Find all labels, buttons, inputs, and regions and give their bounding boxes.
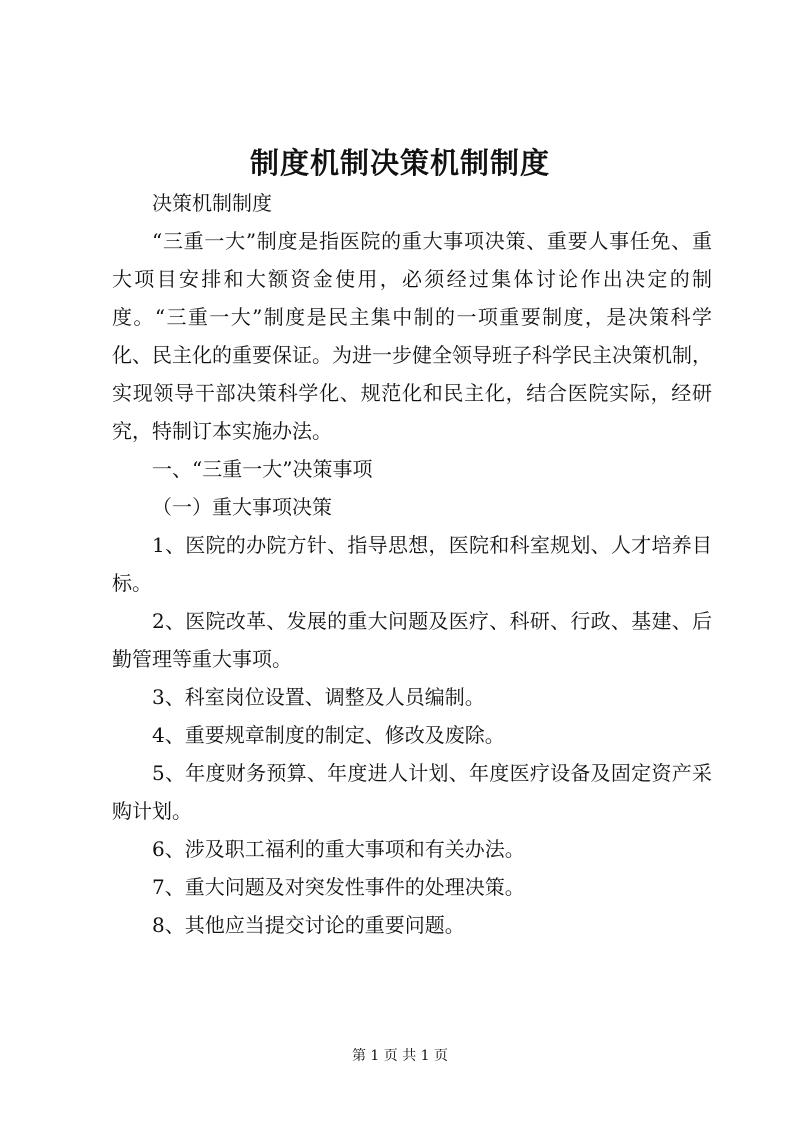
list-item: 1、医院的办院方针、指导思想，医院和科室规划、人才培养目标。 xyxy=(112,533,712,595)
paragraph-subtitle: 决策机制制度 xyxy=(152,191,272,215)
list-item: 8、其他应当提交讨论的重要问题。 xyxy=(152,913,465,937)
list-item: 4、重要规章制度的制定、修改及废除。 xyxy=(152,723,505,747)
list-item: 7、重大问题及对突发性事件的处理决策。 xyxy=(152,875,525,899)
document-body xyxy=(112,184,712,944)
section-heading: 一、“三重一大”决策事项 xyxy=(152,457,373,481)
list-item: 6、涉及职工福利的重大事项和有关办法。 xyxy=(152,837,525,861)
page-footer: 第 1 页 共 1 页 xyxy=(351,1048,449,1064)
subsection-heading: （一）重大事项决策 xyxy=(152,495,332,519)
list-item: 5、年度财务预算、年度进人计划、年度医疗设备及固定资产采购计划。 xyxy=(112,761,712,823)
paragraph-intro: “三重一大”制度是指医院的重大事项决策、重要人事任免、重大项目安排和大额资金使用，必须经过集体讨论作出决定的制度。“三重一大”制度是民主集中制的一项重要制度，是决策科学化、民主化的重要保证。为进一步健全领导班子科学民主决策机制，实现领导干部决策科学化、规范化和民主化，结合医院实际，经研究，特制订本实施办法。 xyxy=(112,229,712,443)
list-item: 2、医院改革、发展的重大问题及医疗、科研、行政、基建、后勤管理等重大事项。 xyxy=(112,609,712,671)
document-title: 制度机制决策机制制度 xyxy=(249,146,550,180)
list-item: 3、科室岗位设置、调整及人员编制。 xyxy=(152,685,485,709)
